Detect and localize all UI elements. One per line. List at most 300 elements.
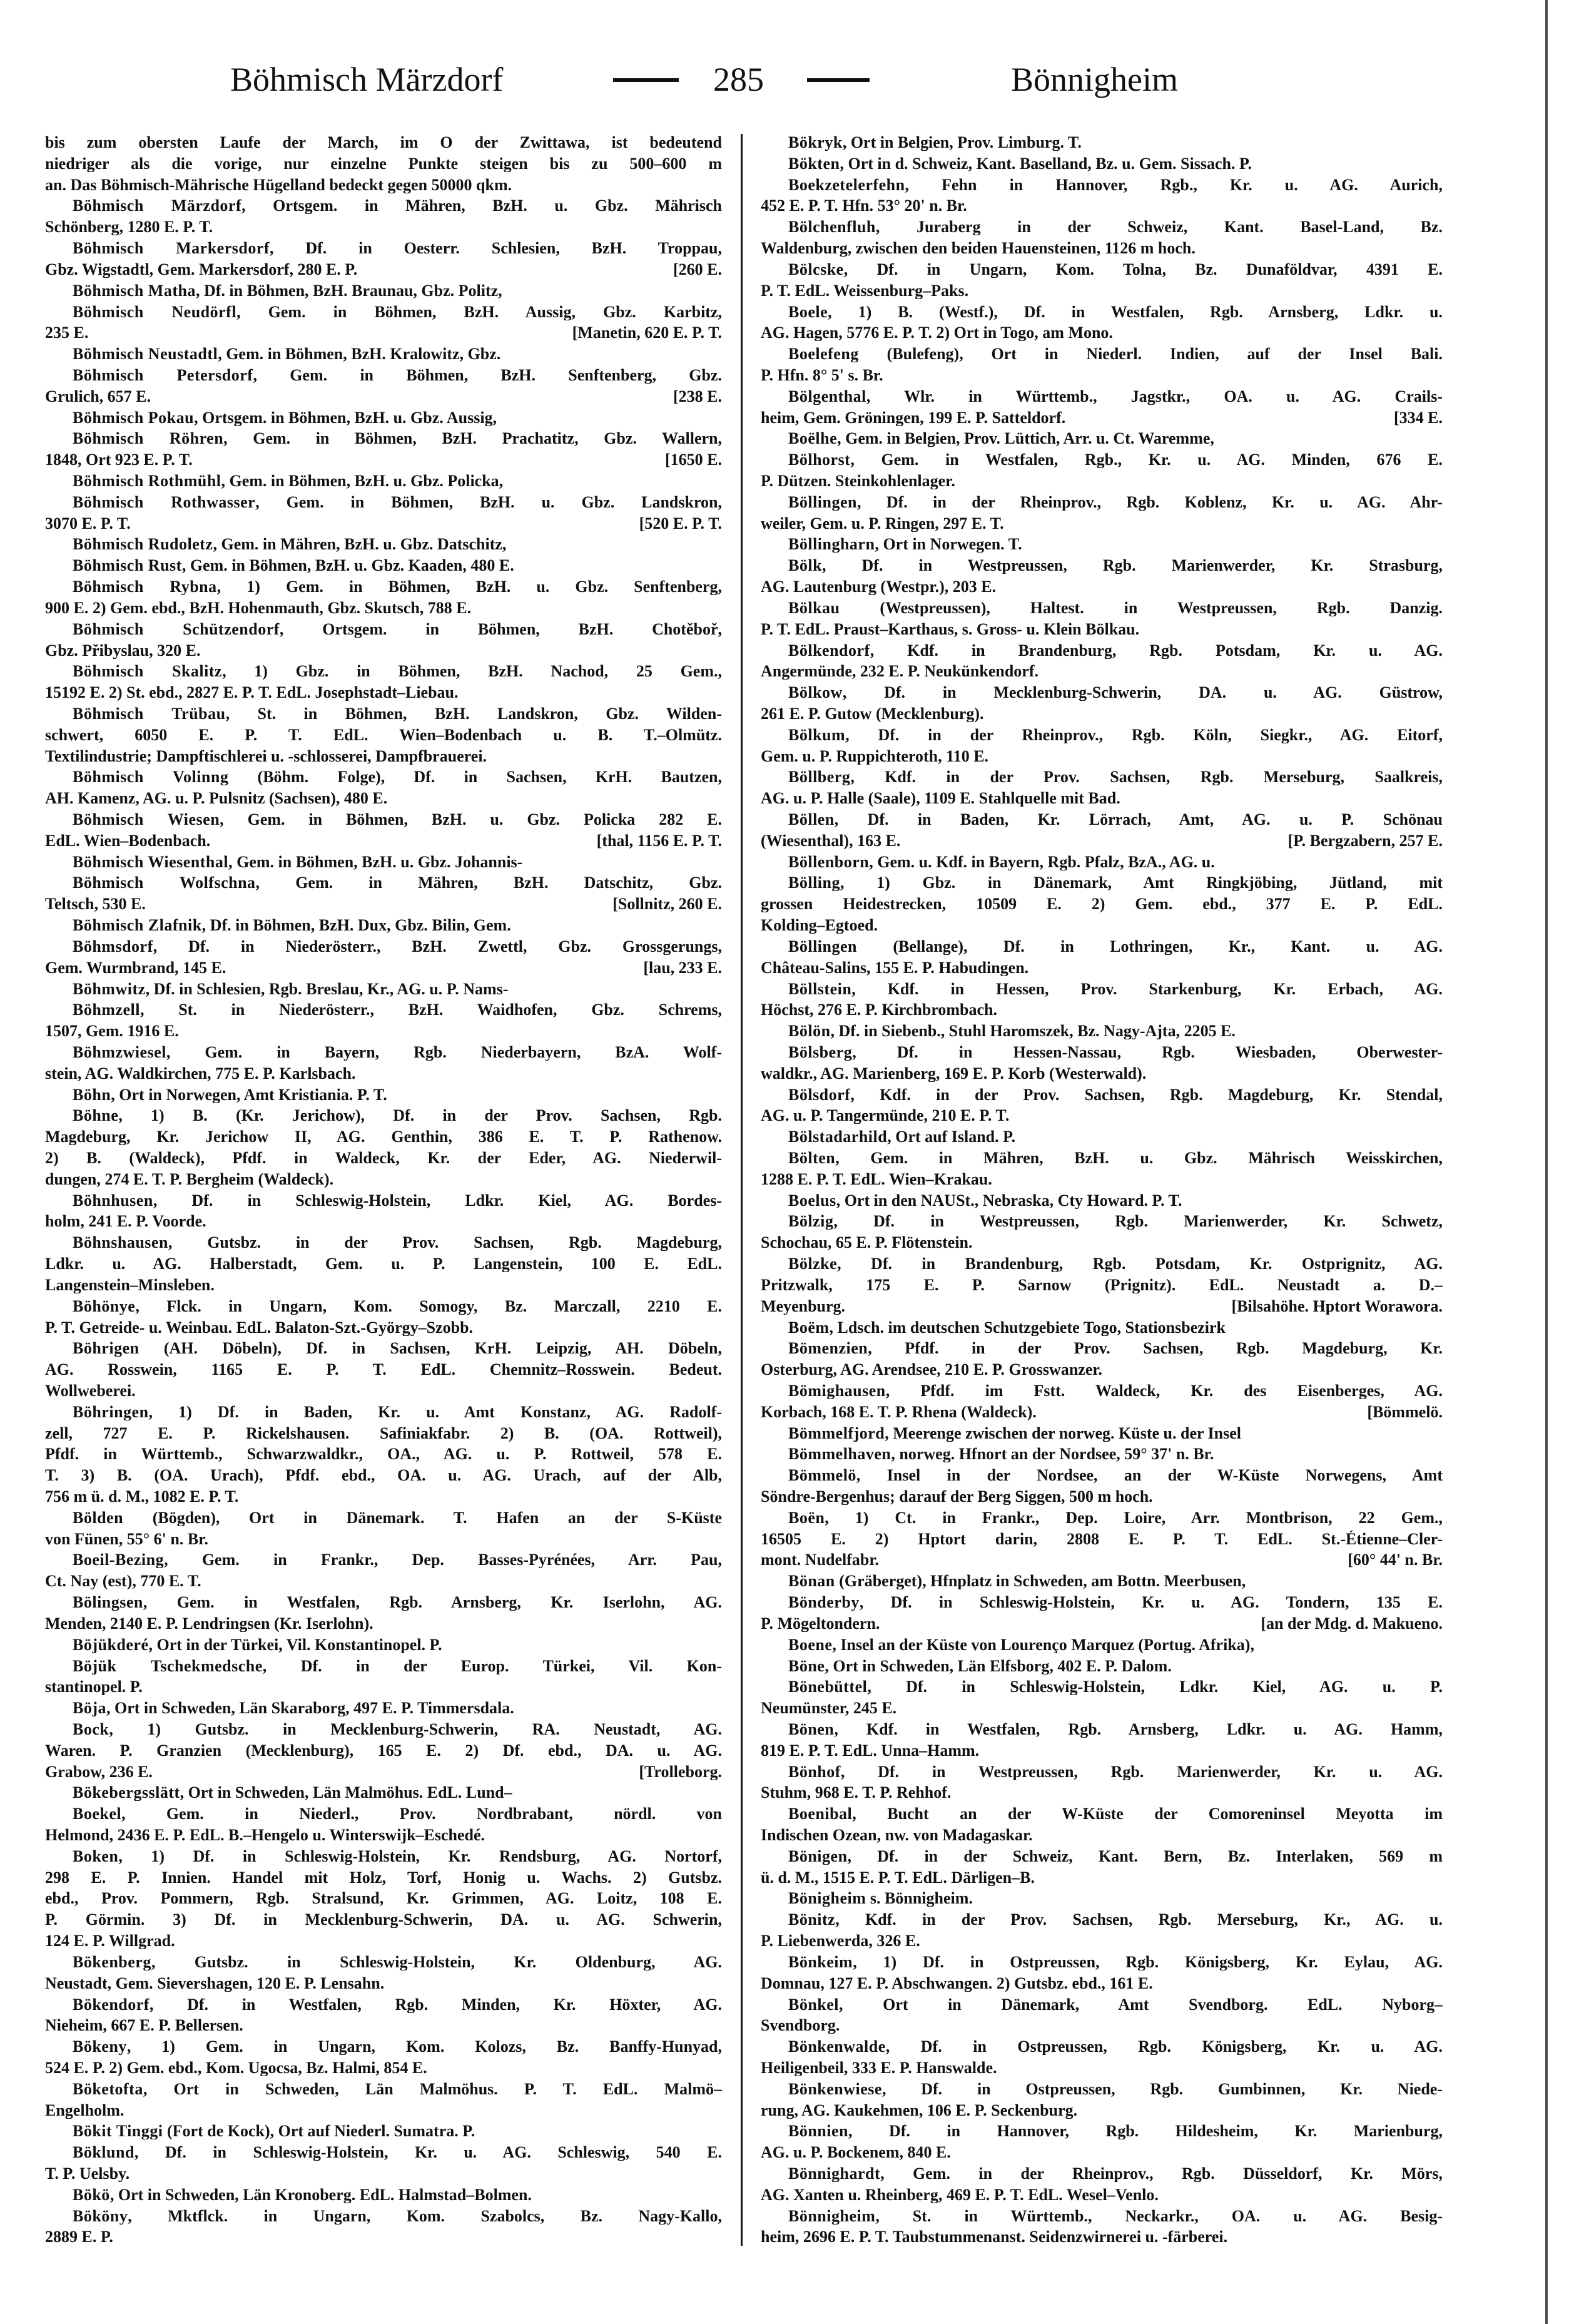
text-line — [761, 621, 1443, 638]
entry-text: , Df. in Brandenburg, Rgb. Potsdam, Kr. Ostprignitz, AG. — [837, 1255, 1443, 1273]
line-body — [761, 2017, 1443, 2034]
line-body — [45, 832, 589, 849]
headword: Böllingharn — [788, 536, 875, 553]
entry-text: AG. Hagen, 5776 E. P. T. 2) Ort in Togo, am Mono. — [761, 324, 1113, 342]
entry-text: P. T. EdL. Weissenburg–Paks. — [761, 282, 969, 299]
line-body — [761, 367, 1443, 384]
headword: Boelefeng — [788, 345, 859, 363]
text-line — [761, 1551, 1443, 1568]
text-line — [45, 726, 722, 743]
text-line — [45, 832, 722, 849]
entry-text: Grulich, 657 E. — [45, 387, 151, 405]
entry-line — [761, 155, 1443, 172]
headword: Bölden — [73, 1509, 124, 1526]
entry-text: AG. u. P. Halle (Saale), 1109 E. Stahlquelle mit Bad. — [761, 790, 1120, 807]
entry-line — [761, 1805, 1443, 1822]
line-body — [761, 1340, 1443, 1357]
entry-text: , Gem. in Mähren, BzH. u. Gbz. Datschitz, — [213, 536, 507, 553]
headword: Boëlhe — [788, 430, 838, 447]
headword: Bömenzien — [788, 1340, 868, 1357]
entry-text: bis zum obersten Laufe der March, im O der Zwittawa, ist bedeutend — [45, 134, 722, 151]
entry-line — [45, 197, 722, 214]
entry-text: , Ort in den NAUSt., Nebraska, Cty Howard. P. T. — [836, 1191, 1182, 1209]
entry-text: , Df. in Siebenb., Stuhl Haromszek, Bz. Nagy-Ajta, 2205 E. — [830, 1022, 1236, 1040]
entry-text: , Gem. in Bayern, Rgb. Niederbayern, BzA. Wolf- — [166, 1043, 722, 1061]
headword: Bölchenfluh — [788, 218, 876, 236]
headword: Böhmisch Pokau — [73, 409, 195, 426]
entry-text: P. T. Getreide- u. Weinbau. EdL. Balaton-Szt.-György–Szobb. — [45, 1318, 474, 1336]
line-body — [45, 1086, 722, 1103]
text-line — [45, 1488, 722, 1505]
text-line — [45, 1911, 722, 1928]
entry-line — [45, 367, 722, 384]
entry-line — [45, 536, 722, 553]
running-head-left: Böhmisch Märzdorf — [230, 61, 504, 98]
line-body — [761, 2144, 1443, 2161]
entry-line — [761, 1890, 1443, 1907]
entry-text: zell, 727 E. P. Rickelshausen. Safiniakfabr. 2) B. (OA. Rottweil), — [45, 1424, 722, 1442]
headword: Bökryk — [788, 134, 843, 151]
text-line — [761, 1001, 1443, 1018]
line-body — [45, 1996, 722, 2013]
line-body — [761, 557, 1443, 574]
line-body — [45, 1954, 722, 1970]
entry-line — [761, 1996, 1443, 2013]
entry-text: , Df. in Schleswig-Holstein, Ldkr. Kiel, AG. Bordes- — [153, 1191, 722, 1209]
line-body — [45, 218, 722, 235]
line-body — [761, 1425, 1443, 1442]
line-body — [45, 1107, 722, 1124]
entry-text: (AH. Döbeln), Df. in Sachsen, KrH. Leipzig, AH. Döbeln, — [139, 1340, 722, 1357]
carryover-fragment: [260 E. — [673, 260, 722, 278]
text-line — [45, 155, 722, 172]
entry-text: , Gem. in Frankr., Dep. Basses-Pyrénées, Arr. Pau, — [164, 1551, 722, 1569]
line-body — [761, 1213, 1443, 1230]
text-line — [761, 324, 1443, 341]
entry-text: (Westpreussen), Haltest. in Westpreussen, Rgb. Danzig. — [840, 599, 1443, 616]
headword: Böhmisch Rothmühl — [73, 472, 221, 489]
line-body — [45, 1678, 722, 1695]
entry-text: , Gem. in Mähren, BzH. u. Gbz. Mährisch Weisskirchen, — [835, 1149, 1443, 1166]
headword: Bölkow — [788, 684, 843, 701]
entry-text: 1848, Ort 923 E. P. T. — [45, 451, 193, 469]
text-line — [45, 324, 722, 341]
line-body — [761, 1531, 1443, 1547]
header-dash — [613, 78, 679, 82]
line-body — [761, 515, 1443, 532]
headword: Bönan — [788, 1572, 835, 1590]
entry-text: Textilindustrie; Dampftischlerei u. -schlosserei, Dampfbrauerei. — [45, 747, 487, 765]
entry-line — [45, 1721, 722, 1738]
entry-text: , St. in Niederösterr., BzH. Waidhofen, Gbz. Schrems, — [140, 1001, 722, 1019]
line-body — [761, 1022, 1443, 1039]
text-line — [761, 705, 1443, 722]
line-body — [761, 134, 1443, 151]
entry-text: AG. Xanten u. Rheinberg, 469 E. P. T. EdL. Wesel–Venlo. — [761, 2186, 1159, 2203]
text-line — [45, 959, 722, 976]
line-body — [45, 1911, 722, 1928]
text-line — [45, 176, 722, 193]
entry-text: , Ort in Dänemark, Amt Svendborg. EdL. Nyborg– — [839, 1995, 1443, 2013]
entry-line — [45, 2081, 722, 2097]
entry-text: Neustadt, Gem. Sievershagen, 120 E. P. Lensahn. — [45, 1974, 385, 1992]
entry-text: , 1) Df. in Ostpreussen, Rgb. Königsberg, Kr. Eylau, AG. — [853, 1953, 1443, 1970]
text-line — [45, 1319, 722, 1336]
text-line — [45, 1213, 722, 1230]
headword: Böhnhusen — [73, 1191, 153, 1209]
headword: Böhrigen — [73, 1340, 140, 1357]
line-body — [45, 1509, 722, 1526]
line-body — [45, 430, 722, 447]
line-body — [761, 388, 1443, 405]
entry-line — [45, 1551, 722, 1568]
line-body — [45, 811, 722, 828]
line-body — [761, 1298, 1224, 1315]
text-line — [761, 2144, 1443, 2161]
entry-text: AG. u. P. Bockenem, 840 E. — [761, 2144, 951, 2161]
text-line — [45, 261, 722, 278]
text-line — [761, 748, 1443, 765]
text-line — [761, 1975, 1443, 1992]
line-body — [45, 959, 636, 976]
text-line — [761, 409, 1443, 426]
line-body — [761, 1065, 1443, 1082]
headword: Böjükderé — [73, 1636, 149, 1653]
line-body — [45, 1742, 722, 1759]
headword: Bölsberg — [788, 1043, 853, 1061]
entry-text: schwert, 6050 E. P. T. EdL. Wien–Bodenbach u. B. T.–Olmütz. — [45, 726, 722, 743]
headword: Bönkenwiese — [788, 2080, 882, 2097]
entry-text: , Gem. in Böhmen, BzH. u. Gbz. Policka 282 E. — [220, 811, 722, 828]
entry-text: , Ortsgem. in Böhmen, BzH. Chotěboř, — [279, 620, 722, 638]
entry-text: Helmond, 2436 E. P. EdL. B.–Hengelo u. Winterswijk–Eschedé. — [45, 1827, 485, 1843]
entry-text: Schönberg, 1280 E. P. T. — [45, 218, 213, 236]
entry-text: , Df. in Baden, Kr. Lörrach, Amt, AG. u. P. Schönau — [834, 811, 1443, 828]
entry-line — [761, 1911, 1443, 1928]
headword: Böhmisch Märzdorf — [73, 197, 242, 215]
text-line — [45, 134, 722, 151]
line-body — [761, 1700, 1443, 1716]
entry-text: , Ort in Norwegen, Amt Kristiania. P. T. — [111, 1086, 387, 1103]
entry-text: Grabow, 236 E. — [45, 1763, 153, 1780]
entry-text: Waren. P. Granzien (Mecklenburg), 165 E. 2) Df. ebd., DA. u. AG. — [45, 1741, 722, 1759]
text-line — [761, 1488, 1443, 1505]
entry-text: P. Dützen. Steinkohlenlager. — [761, 472, 955, 489]
line-body — [761, 2186, 1443, 2203]
line-body — [45, 1784, 722, 1801]
line-body — [45, 2123, 722, 2139]
entry-line — [761, 642, 1443, 659]
line-body — [45, 1594, 722, 1611]
line-body — [45, 1065, 722, 1082]
entry-text: P. Liebenwerda, 326 E. — [761, 1932, 920, 1950]
entry-text: , Df. in Westpreussen, Rgb. Marienwerder, Kr. Strasburg, — [822, 557, 1443, 574]
line-body — [761, 1255, 1443, 1272]
entry-text: , Kdf. in Westfalen, Rgb. Arnsberg, Ldkr. u. AG. Hamm, — [834, 1720, 1443, 1738]
entry-text: Söndre-Bergenhus; darauf der Berg Siggen, 500 m hoch. — [761, 1488, 1153, 1505]
line-body — [45, 1869, 722, 1886]
entry-line — [45, 874, 722, 891]
carryover-fragment: [Manetin, 620 E. P. T. — [572, 324, 722, 342]
entry-line — [45, 472, 722, 489]
entry-line — [45, 494, 722, 511]
line-body — [761, 2165, 1443, 2182]
text-line — [761, 367, 1443, 384]
entry-text: , Df. in der Rheinprov., Rgb. Koblenz, Kr. u. AG. Ahr- — [856, 493, 1443, 511]
text-line — [761, 1742, 1443, 1759]
headword: Boele — [788, 303, 828, 320]
headword: Böketofta — [73, 2080, 143, 2097]
entry-line — [761, 2165, 1443, 2182]
headword: Bönebüttel — [788, 1678, 868, 1696]
entry-text: , Ort in der Türkei, Vil. Konstantinopel. P. — [148, 1636, 442, 1653]
line-body — [45, 726, 722, 743]
entry-text: , Df. in Ungarn, Kom. Tolna, Bz. Dunaföldvar, 4391 E. — [843, 260, 1443, 278]
line-body — [761, 1107, 1443, 1124]
line-body — [761, 2123, 1443, 2139]
entry-line — [45, 1636, 722, 1653]
line-body — [45, 1551, 722, 1568]
entry-text: Gem. u. P. Ruppichteroth, 110 E. — [761, 747, 989, 765]
entry-text: Korbach, 168 E. T. P. Rhena (Waldeck). — [761, 1403, 1037, 1420]
headword: Bökebergsslätt — [73, 1784, 180, 1802]
entry-text: heim, Gem. Gröningen, 199 E. P. Satteldorf. — [761, 409, 1066, 426]
line-body — [45, 155, 722, 172]
line-body — [761, 938, 1443, 955]
line-body — [761, 1636, 1443, 1653]
entry-line — [761, 1192, 1443, 1209]
line-body — [45, 2144, 722, 2161]
line-body — [761, 1869, 1443, 1886]
entry-text: AG. u. P. Tangermünde, 210 E. P. T. — [761, 1107, 1010, 1124]
text-line — [761, 1404, 1443, 1420]
headword: Böllstein — [788, 980, 852, 997]
line-body — [45, 1805, 722, 1822]
line-body — [45, 472, 722, 489]
line-body — [761, 1445, 1443, 1462]
line-body — [45, 748, 722, 765]
headword: Böllen — [788, 811, 835, 828]
entry-line — [761, 1636, 1443, 1653]
line-body — [45, 790, 722, 807]
line-body — [761, 832, 1281, 849]
headword: Böhmisch Rudoletz — [73, 536, 213, 553]
text-line — [761, 282, 1443, 299]
entry-text: waldkr., AG. Marienberg, 169 E. P. Korb (Westerwald). — [761, 1064, 1147, 1082]
headword: Böklund — [73, 2144, 135, 2161]
entry-text: (Gräberget), Hfnplatz in Schweden, am Bottn. Meerbusen, — [835, 1572, 1246, 1590]
line-body — [761, 748, 1443, 765]
line-body — [45, 895, 605, 912]
line-body — [761, 430, 1443, 447]
entry-text: P. Mögeltondern. — [761, 1614, 880, 1632]
line-body — [761, 768, 1443, 785]
line-body — [761, 1277, 1443, 1293]
entry-text: Heiligenbeil, 333 E. P. Hanswalde. — [761, 2059, 997, 2076]
entry-text: (Wiesenthal), 163 E. — [761, 832, 901, 849]
headword: Böhmisch Skalitz — [73, 663, 223, 680]
text-line — [45, 1869, 722, 1886]
entry-text: s. Bönnigheim. — [866, 1890, 973, 1907]
entry-text: Pritzwalk, 175 E. P. Sarnow (Prignitz). EdL. Neustadt a. D.– — [761, 1276, 1443, 1293]
headword: Bökenberg — [73, 1953, 151, 1970]
entry-line — [761, 345, 1443, 362]
headword: Böllenborn — [788, 853, 870, 870]
entry-line — [45, 663, 722, 680]
headword: Böhönye — [73, 1297, 136, 1315]
line-body — [45, 874, 722, 891]
headword: Bölling — [788, 874, 840, 892]
entry-line — [45, 240, 722, 257]
entry-text: T. P. Uelsby. — [45, 2165, 130, 2182]
entry-text: , Ort in Schweden, Län Elfsborg, 402 E. P. Dalom. — [825, 1657, 1172, 1674]
line-body — [45, 1700, 722, 1716]
line-body — [45, 854, 722, 870]
headword: Boenibal — [788, 1805, 853, 1823]
line-body — [45, 1848, 722, 1865]
entry-text: Domnau, 127 E. P. Abschwangen. 2) Gutsbz. ebd., 161 E. — [761, 1974, 1153, 1992]
entry-line — [45, 2123, 722, 2139]
entry-line — [761, 1340, 1443, 1357]
line-body — [761, 2102, 1443, 2119]
line-body — [45, 578, 722, 595]
line-body — [761, 2059, 1443, 2076]
entry-line — [761, 2123, 1443, 2139]
carryover-fragment: [Trolleborg. — [639, 1763, 722, 1780]
entry-line — [45, 768, 722, 785]
entry-text: , Pfdf. in der Prov. Sachsen, Rgb. Magdeburg, Kr. — [868, 1340, 1443, 1357]
entry-line — [45, 303, 722, 320]
entry-text: , Gutsbz. in der Prov. Sachsen, Rgb. Magdeburg, — [168, 1234, 722, 1251]
entry-line — [45, 2144, 722, 2161]
entry-text: , Meerenge zwischen der norweg. Küste u. der Insel — [885, 1424, 1242, 1442]
entry-text: , Gem. in Böhmen, BzH. Aussig, Gbz. Karbitz, — [236, 303, 722, 320]
entry-text: 756 m ü. d. M., 1082 E. P. T. — [45, 1488, 239, 1505]
headword: Bölzig — [788, 1213, 834, 1230]
line-body — [761, 1954, 1443, 1970]
line-body — [45, 1171, 722, 1188]
entry-line — [45, 1996, 722, 2013]
headword: Bölk — [788, 557, 823, 574]
entry-line — [761, 261, 1443, 278]
entry-line — [761, 430, 1443, 447]
line-body — [761, 1382, 1443, 1399]
entry-text: Pfdf. in Württemb., Schwarzwaldkr., OA., AG. u. P. Rottweil, 578 E. — [45, 1445, 722, 1463]
running-head-right: Bönnigheim — [1011, 61, 1178, 98]
carryover-fragment: [an der Mdg. d. Makueno. — [1261, 1614, 1443, 1632]
headword: Boekzetelerfehn — [788, 176, 905, 193]
line-body — [761, 1763, 1443, 1780]
text-line — [45, 1742, 722, 1759]
entry-text: stantinopel. P. — [45, 1678, 143, 1696]
entry-line — [45, 557, 722, 574]
line-body — [761, 176, 1443, 193]
entry-text: , Df. in Westpreussen, Rgb. Marienwerder, Kr. Schwetz, — [833, 1213, 1443, 1230]
line-body — [45, 557, 722, 574]
text-line — [45, 1361, 722, 1378]
entry-line — [45, 409, 722, 426]
headword: Böhmzell — [73, 1001, 140, 1019]
line-body — [761, 1996, 1443, 2013]
line-body — [45, 2038, 722, 2055]
entry-text: , Juraberg in der Schweiz, Kant. Basel-Land, Bz. — [875, 218, 1443, 236]
entry-line — [761, 1044, 1443, 1061]
text-line — [45, 684, 722, 701]
line-body — [761, 1615, 1253, 1632]
headword: Boene — [788, 1636, 833, 1653]
entry-text: , Df. in Schleswig-Holstein, Ldkr. Kiel, AG. u. P. — [867, 1678, 1443, 1696]
entry-text: EdL. Wien–Bodenbach. — [45, 832, 211, 849]
line-body — [761, 1784, 1443, 1801]
line-body — [761, 536, 1443, 553]
headword: Böhn — [73, 1086, 111, 1103]
entry-text: , Df. in Ostpreussen, Rgb. Gumbinnen, Kr. Niede- — [881, 2080, 1443, 2097]
headword: Bölkau — [788, 599, 840, 616]
line-body — [45, 1340, 722, 1357]
line-body — [45, 1975, 722, 1992]
line-body — [45, 1488, 722, 1505]
headword: Böne — [788, 1657, 825, 1674]
line-body — [45, 621, 722, 638]
headword: Bölzke — [788, 1255, 838, 1273]
text-line — [761, 1531, 1443, 1547]
entry-line — [761, 854, 1443, 870]
entry-text: 15192 E. 2) St. ebd., 2827 E. P. T. EdL. Josephstadt–Liebau. — [45, 684, 459, 701]
entry-text: , Ortsgem. in Mähren, BzH. u. Gbz. Mährisch — [241, 197, 722, 215]
entry-text: Wollweberei. — [45, 1382, 136, 1399]
headword: Böllingen — [788, 493, 857, 511]
entry-text: , Ortsgem. in Böhmen, BzH. u. Gbz. Aussig, — [194, 409, 497, 426]
carryover-fragment: [Bömmelö. — [1367, 1403, 1443, 1420]
line-body — [761, 1827, 1443, 1843]
entry-line — [761, 1467, 1443, 1484]
headword: Bönderby — [788, 1594, 860, 1611]
line-body — [761, 578, 1443, 595]
text-line — [761, 1107, 1443, 1124]
line-body — [45, 2102, 722, 2119]
line-body — [45, 1044, 722, 1061]
entry-text: an. Das Böhmisch-Mährische Hügelland bedeckt gegen 50000 qkm. — [45, 176, 512, 193]
entry-line — [45, 1298, 722, 1315]
line-body — [45, 1192, 722, 1209]
column-divider — [741, 134, 743, 2246]
entry-line — [45, 430, 722, 447]
headword: Bökeny — [73, 2038, 127, 2056]
headword: Bönnigheim — [788, 2207, 876, 2225]
carryover-fragment: [334 E. — [1394, 409, 1443, 426]
entry-text: , Mktflck. in Ungarn, Kom. Szabolcs, Bz. Nagy-Kallo, — [128, 2207, 722, 2225]
line-body — [45, 1827, 722, 1843]
entry-text: , Df. in Mecklenburg-Schwerin, DA. u. AG. Güstrow, — [842, 684, 1443, 701]
headword: Böhmisch Matha — [73, 282, 196, 299]
line-body — [45, 303, 722, 320]
text-line — [45, 2228, 722, 2245]
line-body — [761, 1171, 1443, 1188]
entry-line — [761, 1445, 1443, 1462]
entry-line — [45, 705, 722, 722]
entry-text: AG. Rosswein, 1165 E. P. T. EdL. Chemnitz–Rosswein. Bedeut. — [45, 1361, 722, 1379]
entry-text: Gbz. Wigstadtl, Gem. Markersdorf, 280 E. P. — [45, 260, 358, 278]
entry-text: , Df. in Niederösterr., BzH. Zwettl, Gbz. Grossgerungs, — [153, 937, 722, 955]
entry-text: AH. Kamenz, AG. u. P. Pulsnitz (Sachsen), 480 E. — [45, 790, 388, 807]
line-body — [761, 1805, 1443, 1822]
headword: Böhmisch Markersdorf — [73, 240, 270, 257]
line-body — [761, 854, 1443, 870]
entry-line — [45, 345, 722, 362]
entry-text: holm, 241 E. P. Voorde. — [45, 1213, 206, 1230]
line-body — [45, 1531, 722, 1547]
text-line — [761, 2186, 1443, 2203]
